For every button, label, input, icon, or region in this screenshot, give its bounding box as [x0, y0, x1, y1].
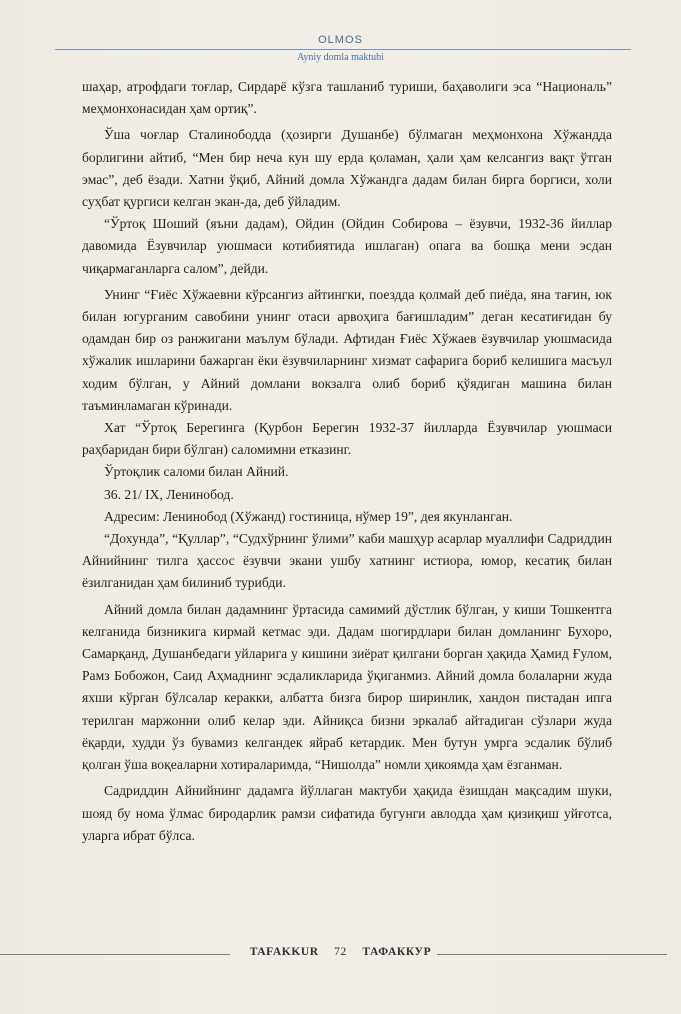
- footer-labels: [0, 946, 681, 958]
- paragraph: Айний домла билан дадамнинг ўртасида самимий дўстлик бўлган, у киши Тошкентга келганида бизникига кирмай кетмас эди. Дадам шогирдлари билан домланинг Бухоро, Самарқанд, Душанбедаги уйларига у кишини зиёрат қилгани борган ҳақида Ҳамид Ғулом, Рамз Бобожон, Саид Аҳмаднинг эсдаликларида ўқиганмиз. Айний домла болаларни жуда яхши кўрган бўлсалар керакки, албатта бизга бирор ширинлик, хандон пистадан ипга терилган маржонни олиб келар эди. Айниқса бизни эркалаб айтадиган сўзлари жуда ёқарди, худди ўз бувамиз келгандек яйраб кетардик. Мен бутун умрга эсдалик бўлиб қолган ўша воқеаларни хотираларимда, “Нишолда” номли ҳикоямда ҳам ёзганман.: [82, 601, 612, 773]
- signature-line: Ўртоқлик саломи билан Айний.: [104, 464, 289, 480]
- footer-label-latin: TAFAKKUR: [249, 946, 319, 958]
- running-head: [0, 34, 681, 64]
- page-footer: [0, 944, 681, 964]
- paragraph: “Ўртоқ Шоший (яъни дадам), Ойдин (Ойдин Собирова – ёзувчи, 1932-36 йиллар давомида Ёзувчилар уюшмаси котибиятида ишлаган) опага ва бошқа мени эсдан чиқармаганларга салом”, дейди.: [82, 216, 612, 276]
- running-head-rule: [55, 49, 631, 50]
- running-head-subtitle: Ayniy domla maktubi: [297, 52, 384, 63]
- paragraph: шаҳар, атрофдаги тоғлар, Сирдарё кўзга ташланиб туриши, баҳаволиги эса “Националь” меҳмонхонасидан ҳам ортиқ”.: [82, 79, 612, 117]
- running-head-title: OLMOS: [318, 34, 363, 46]
- article-body: [82, 76, 612, 847]
- paragraph: Хат “Ўртоқ Берегинга (Қурбон Берегин 1932-37 йилларда Ёзувчилар уюшмаси раҳбаридан бири бўлган) саломимни етказинг.: [82, 420, 612, 458]
- page-number: 72: [334, 946, 347, 958]
- paragraph: Садриддин Айнийнинг дадамга йўллаган мактуби ҳақида ёзишдан мақсадим шуки, шояд бу нома ўлмас биродарлик рамзи сифатида бугунги авлодда ҳам қизиқиш уйғотса, уларга ибрат бўлса.: [82, 783, 612, 843]
- paragraph: Ўша чоғлар Сталинободда (ҳозирги Душанбе) бўлмаган меҳмонхона Хўжандда борлигини айтиб, “Мен бир неча кун шу ерда қоламан, ҳали ҳам келсангиз вақт ўтган эмас”, деб ёзади. Хатни ўқиб, Айний домла Хўжандга дадам билан бирга боргиси, холи суҳбат қургиси келган экан-да, деб ўйладим.: [82, 127, 612, 210]
- paragraph: “Дохунда”, “Қуллар”, “Судхўрнинг ўлими” каби машҳур асарлар муаллифи Садриддин Айнийнинг тилга ҳассос ёзувчи экани ушбу хатнинг истиора, юмор, кесатиқ билан ёзилганидан ҳам билиниб турибди.: [82, 531, 612, 591]
- address-line: Адресим: Ленинобод (Хўжанд) гостиница, нўмер 19”, дея якунланган.: [104, 508, 513, 524]
- footer-label-cyrillic: ТАФАККУР: [362, 946, 432, 958]
- paragraph: Унинг “Ғиёс Хўжаевни кўрсангиз айтингки, поездда қолмай деб пиёда, яна тағин, юк билан югурганим савобини унинг отаси арвоҳига бағишладим” деган кесатиғидан бу одамдан бир оз ранжигани маълум бўлади. Афтидан Ғиёс Хўжаев ёзувчилар уюшмасида хўжалик ишларини бажарган ёки ёзувчиларнинг хизмат сафарига бориб келишига масъул ходим бўлган, у Айний домлани вокзалга олиб бориб қўядиган машина билан таъминламаган кўринади.: [82, 286, 612, 413]
- date-line: 36. 21/ IX, Ленинобод.: [104, 486, 234, 502]
